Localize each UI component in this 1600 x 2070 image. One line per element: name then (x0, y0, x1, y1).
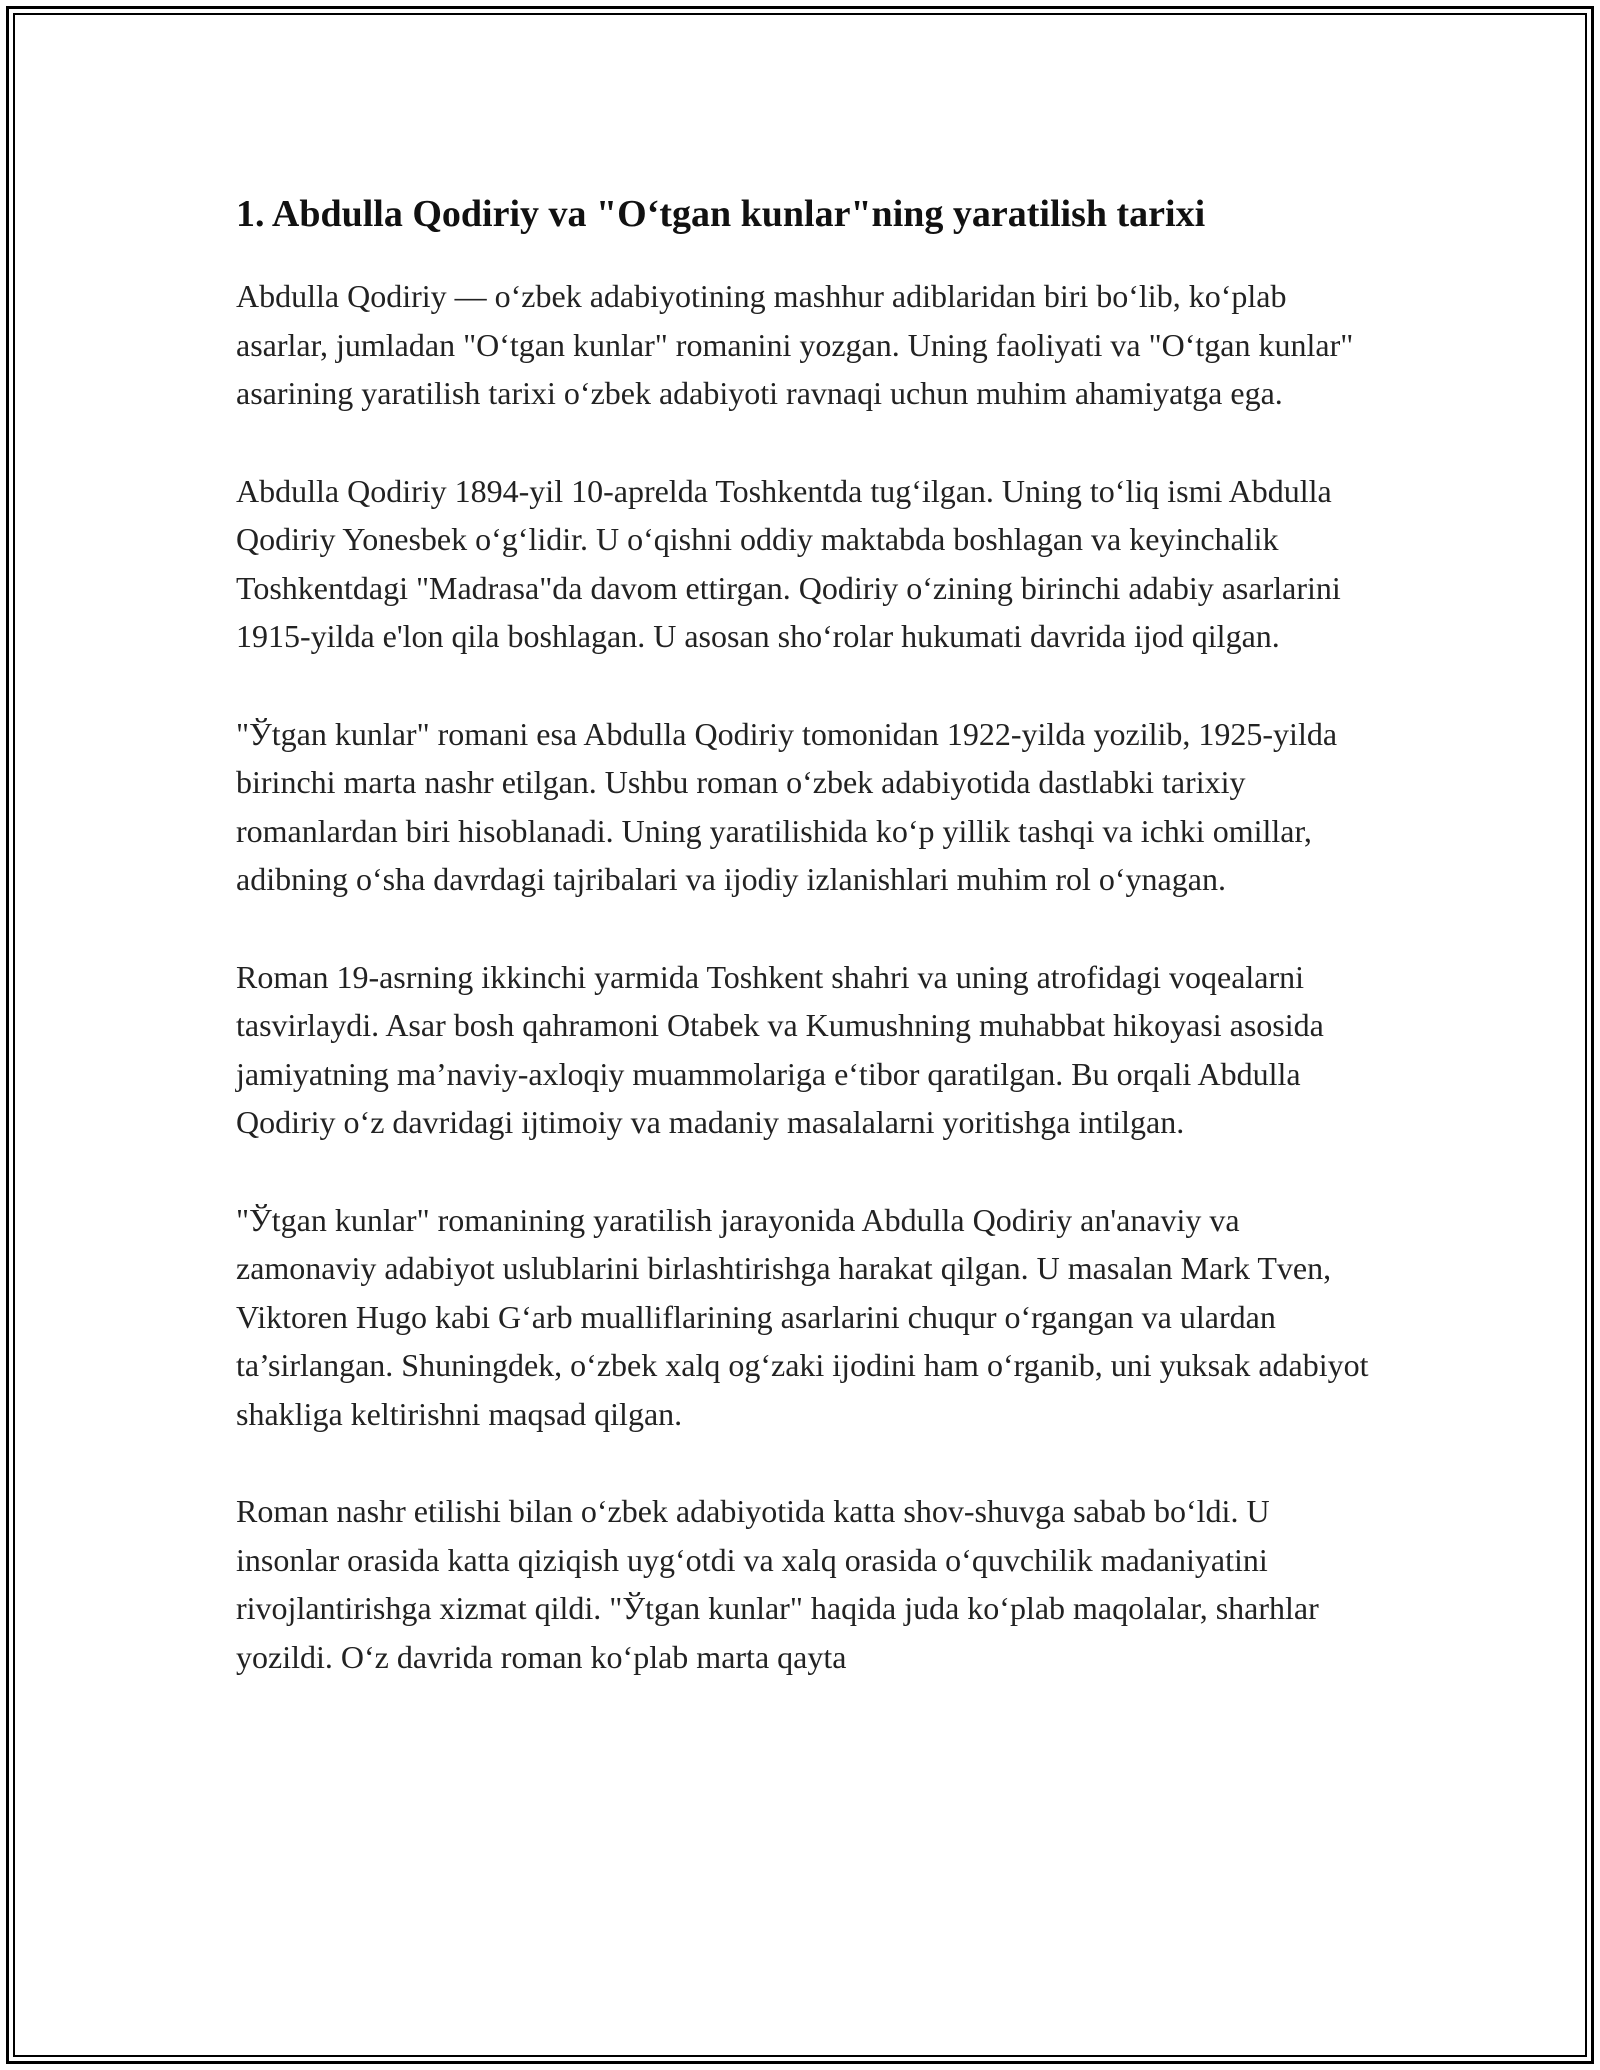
paragraph-novel-plot: Roman 19-asrning ikkinchi yarmida Toshkent shahri va uning atrofidagi voqealarni tasvirlaydi. Asar bosh qahramoni Otabek va Kumushning muhabbat hikoyasi asosida jamiyatning ma’naviy-axloqiy muammolariga e‘tibor qaratilgan. Bu orqali Abdulla Qodiriy o‘z davridagi ijtimoiy va madaniy masalalarni yoritishga intilgan. (236, 958, 1324, 1140)
paragraph-biography: Abdulla Qodiriy 1894-yil 10-aprelda Toshkentda tug‘ilgan. Uning to‘liq ismi Abdulla Qodiriy Yonesbek o‘g‘lidir. U o‘qishni oddiy maktabda boshlagan va keyinchalik Toshkentdagi "Madrasa"da davom ettirgan. Qodiriy o‘zining birinchi adabiy asarlarini 1915-yilda e'lon qila boshlagan. U asosan sho‘rolar hukumati davrida ijod qilgan. (236, 472, 1341, 654)
document-body (236, 186, 1376, 1681)
paragraph-novel-creation: "Ўtgan kunlar" romani esa Abdulla Qodiriy tomonidan 1922-yilda yozilib, 1925-yilda birinchi marta nashr etilgan. Ushbu roman o‘zbek adabiyotida dastlabki tarixiy romanlardan biri hisoblanadi. Uning yaratilishida ko‘p yillik tashqi va ichki omillar, adibning o‘sha davrdagi tajribalari va ijodiy izlanishlari muhim rol o‘ynagan. (236, 715, 1338, 897)
paragraph-influences: "Ўtgan kunlar" romanining yaratilish jarayonida Abdulla Qodiriy an'anaviy va zamonaviy adabiyot uslublarini birlashtirishga harakat qilgan. U masalan Mark Tven, Viktoren Hugo kabi G‘arb mualliflarining asarlarini chuqur o‘rgangan va ulardan ta’sirlangan. Shuningdek, o‘zbek xalq og‘zaki ijodini ham o‘rganib, uni yuksak adabiyot shakliga keltirishni maqsad qilgan. (236, 1201, 1369, 1432)
paragraph-reception: Roman nashr etilishi bilan o‘zbek adabiyotida katta shov-shuvga sabab bo‘ldi. U insonlar orasida katta qiziqish uyg‘otdi va xalq orasida o‘quvchilik madaniyatini rivojlantirishga xizmat qildi. "Ўtgan kunlar" haqida juda ko‘plab maqolalar, sharhlar yozildi. O‘z davrida roman ko‘plab marta qayta (236, 1493, 1319, 1675)
paragraph-intro: Abdulla Qodiriy — o‘zbek adabiyotining mashhur adiblaridan biri bo‘lib, ko‘plab asarlar, jumladan "O‘tgan kunlar" romanini yozgan. Uning faoliyati va "O‘tgan kunlar" asarining yaratilish tarixi o‘zbek adabiyoti ravnaqi uchun muhim ahamiyatga ega. (236, 278, 1354, 411)
section-heading: 1. Abdulla Qodiriy va "O‘tgan kunlar"ning yaratilish tarixi (236, 193, 1206, 235)
